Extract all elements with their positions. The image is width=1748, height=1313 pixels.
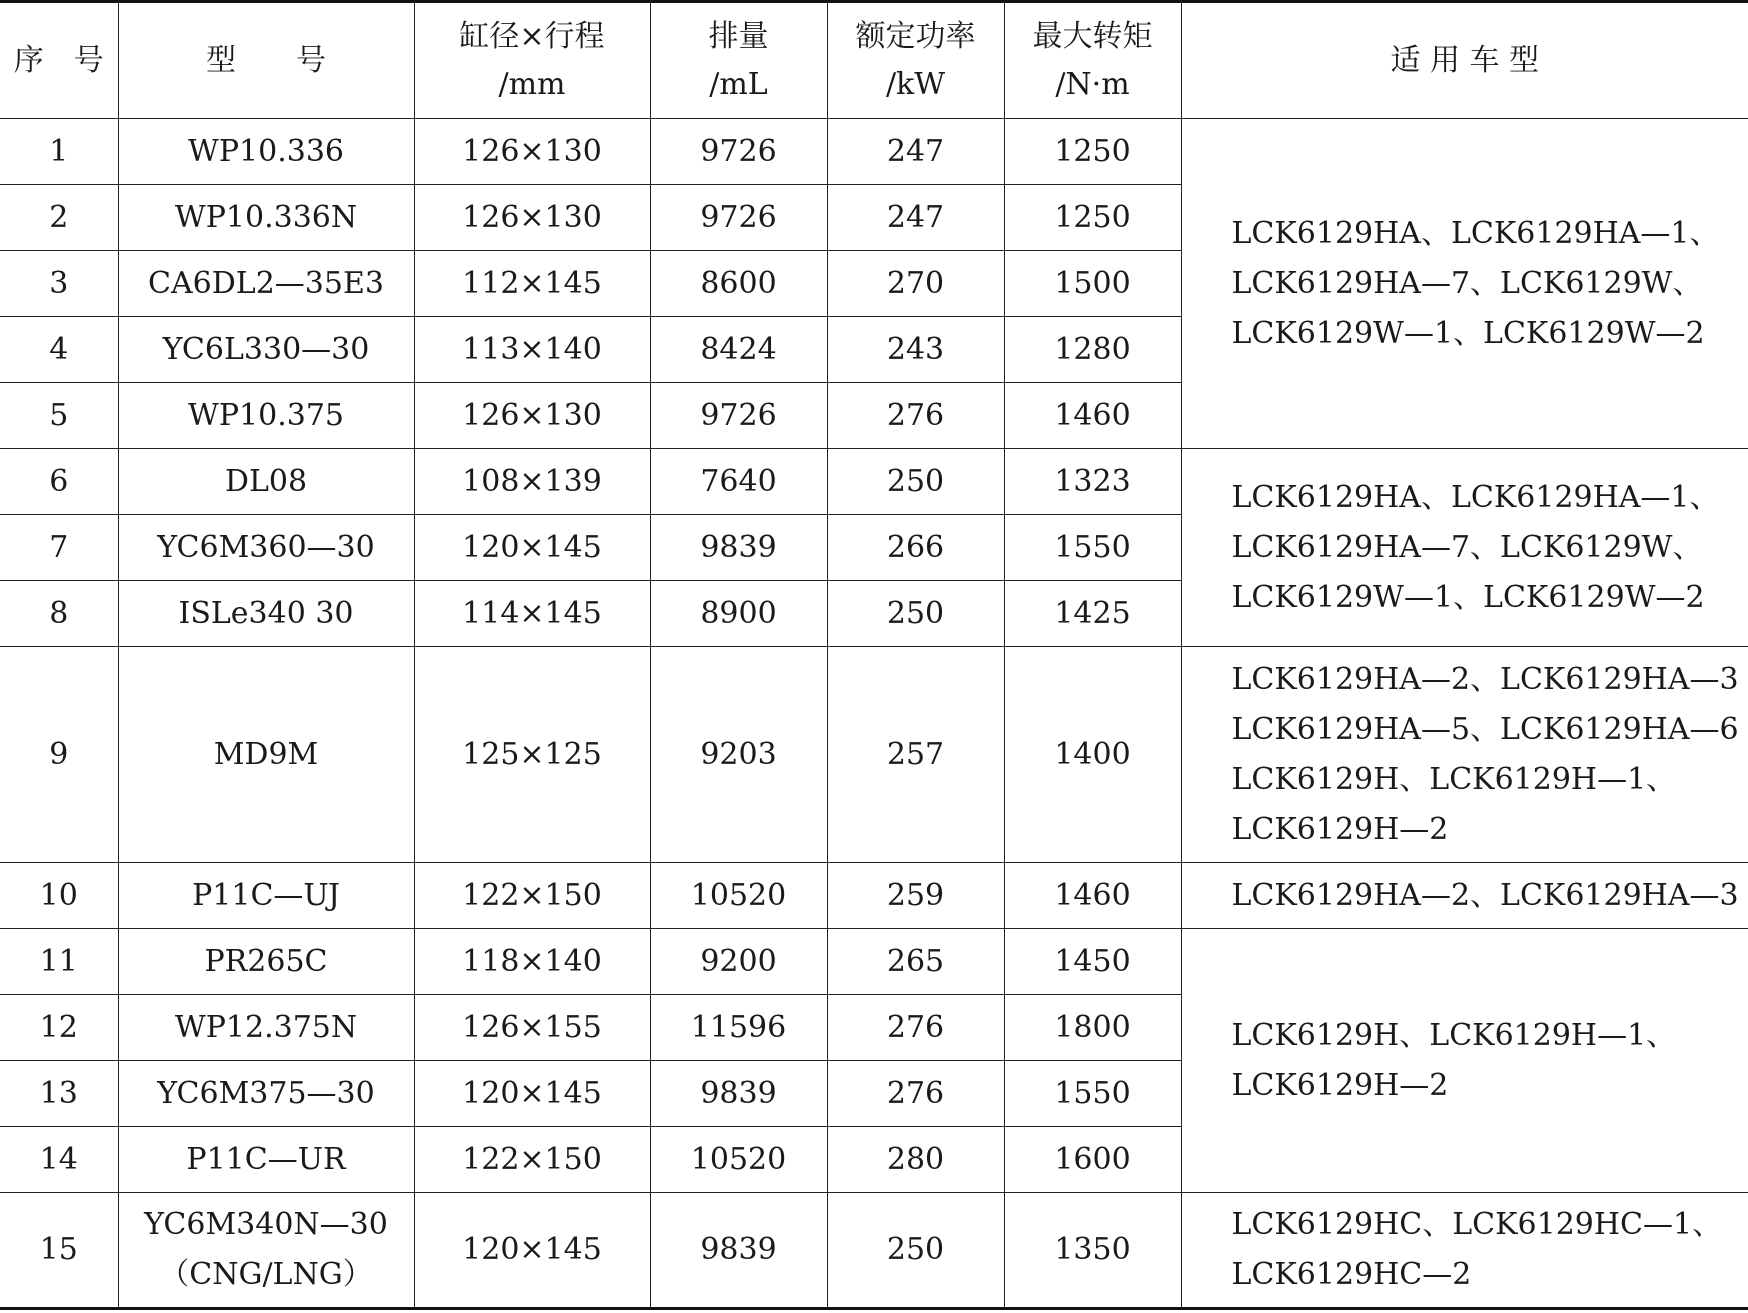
cell-index: 3 [0,251,118,317]
cell-vehicles [1181,647,1748,863]
vehicle-line: LCK6129HA、LCK6129HA—1、 [1231,215,1720,251]
cell-index: 4 [0,317,118,383]
cell-rated-power: 265 [827,929,1004,995]
cell-model: WP12.375N [118,995,414,1061]
cell-rated-power: 247 [827,119,1004,185]
cell-model-line: （CNG/LNG） [159,1257,373,1292]
vehicle-line: LCK6129W—1、LCK6129W—2 [1231,579,1705,615]
cell-model: P11C—UR [118,1127,414,1193]
cell-bore-stroke: 112×145 [414,251,650,317]
vehicle-line: LCK6129HC、LCK6129HC—1、 [1231,1207,1723,1242]
table-row [0,863,1748,929]
cell-displacement: 8600 [650,251,827,317]
cell-model-line: YC6M340N—30 [144,1207,388,1242]
header-model: 型 号 [118,2,414,119]
table-row [0,1193,1748,1309]
cell-model: YC6M360—30 [118,515,414,581]
cell-rated-power: 280 [827,1127,1004,1193]
cell-model: P11C—UJ [118,863,414,929]
header-row [0,2,1748,119]
cell-index: 15 [0,1193,118,1309]
table-row [0,449,1748,515]
cell-bore-stroke: 118×140 [414,929,650,995]
cell-model: YC6L330—30 [118,317,414,383]
header-rated-power: 额定功率 /kW [827,2,1004,119]
cell-index: 5 [0,383,118,449]
cell-bore-stroke: 126×130 [414,185,650,251]
cell-bore-stroke: 120×145 [414,515,650,581]
vehicle-line: LCK6129HA、LCK6129HA—1、 [1231,479,1720,515]
cell-max-torque: 1250 [1004,119,1181,185]
vehicle-line: LCK6129HA—5、LCK6129HA—6 [1231,711,1739,747]
cell-max-torque: 1400 [1004,647,1181,863]
cell-index: 14 [0,1127,118,1193]
cell-max-torque: 1460 [1004,383,1181,449]
cell-bore-stroke: 108×139 [414,449,650,515]
cell-max-torque: 1425 [1004,581,1181,647]
cell-vehicles [1181,863,1748,929]
cell-bore-stroke: 114×145 [414,581,650,647]
cell-index: 8 [0,581,118,647]
cell-displacement: 9839 [650,1193,827,1309]
cell-max-torque: 1323 [1004,449,1181,515]
cell-rated-power: 250 [827,581,1004,647]
cell-displacement: 7640 [650,449,827,515]
cell-rated-power: 276 [827,995,1004,1061]
cell-bore-stroke: 120×145 [414,1193,650,1309]
cell-model: WP10.336 [118,119,414,185]
cell-max-torque: 1550 [1004,1061,1181,1127]
cell-index: 10 [0,863,118,929]
vehicle-line: LCK6129H—2 [1231,811,1449,847]
cell-vehicles [1181,449,1748,647]
vehicle-line: LCK6129H、LCK6129H—1、 [1231,761,1677,797]
cell-rated-power: 257 [827,647,1004,863]
cell-displacement: 8900 [650,581,827,647]
cell-rated-power: 270 [827,251,1004,317]
cell-index: 2 [0,185,118,251]
cell-bore-stroke: 126×130 [414,383,650,449]
cell-model: CA6DL2—35E3 [118,251,414,317]
cell-displacement: 10520 [650,1127,827,1193]
cell-bore-stroke: 122×150 [414,863,650,929]
cell-rated-power: 250 [827,1193,1004,1309]
table-header [0,2,1748,119]
cell-max-torque: 1350 [1004,1193,1181,1309]
cell-max-torque: 1250 [1004,185,1181,251]
cell-model: YC6M375—30 [118,1061,414,1127]
cell-index: 1 [0,119,118,185]
header-displacement: 排量 /mL [650,2,827,119]
cell-index: 13 [0,1061,118,1127]
cell-vehicles [1181,929,1748,1193]
cell-bore-stroke: 125×125 [414,647,650,863]
cell-displacement: 9839 [650,1061,827,1127]
cell-model: DL08 [118,449,414,515]
table-body [0,119,1748,1309]
vehicle-line: LCK6129HA—7、LCK6129W、 [1231,529,1703,565]
cell-model: WP10.375 [118,383,414,449]
cell-bore-stroke: 122×150 [414,1127,650,1193]
cell-bore-stroke: 120×145 [414,1061,650,1127]
cell-displacement: 10520 [650,863,827,929]
header-index: 序 号 [0,2,118,119]
cell-rated-power: 266 [827,515,1004,581]
cell-displacement: 11596 [650,995,827,1061]
cell-max-torque: 1280 [1004,317,1181,383]
cell-rated-power: 250 [827,449,1004,515]
vehicle-line: LCK6129H、LCK6129H—1、 [1231,1017,1677,1053]
cell-index: 12 [0,995,118,1061]
cell-bore-stroke: 126×155 [414,995,650,1061]
vehicle-line: LCK6129HA—2、LCK6129HA—3 [1231,877,1739,913]
cell-max-torque: 1600 [1004,1127,1181,1193]
cell-rated-power: 243 [827,317,1004,383]
vehicle-line: LCK6129HA—2、LCK6129HA—3 [1231,661,1739,697]
vehicle-line: LCK6129H—2 [1231,1067,1449,1103]
table-row [0,929,1748,995]
cell-rated-power: 247 [827,185,1004,251]
cell-bore-stroke: 113×140 [414,317,650,383]
cell-index: 9 [0,647,118,863]
cell-model [118,1193,414,1309]
header-max-torque: 最大转矩 /N·m [1004,2,1181,119]
cell-index: 6 [0,449,118,515]
cell-displacement: 9200 [650,929,827,995]
header-vehicles: 适 用 车 型 [1181,2,1748,119]
cell-bore-stroke: 126×130 [414,119,650,185]
vehicle-line: LCK6129W—1、LCK6129W—2 [1231,315,1705,351]
cell-displacement: 9726 [650,185,827,251]
header-bore-stroke: 缸径×行程 /mm [414,2,650,119]
cell-index: 11 [0,929,118,995]
cell-max-torque: 1800 [1004,995,1181,1061]
cell-displacement: 9839 [650,515,827,581]
cell-vehicles [1181,119,1748,449]
cell-max-torque: 1450 [1004,929,1181,995]
vehicle-line: LCK6129HC—2 [1231,1257,1472,1292]
cell-displacement: 8424 [650,317,827,383]
cell-displacement: 9726 [650,383,827,449]
table-row [0,647,1748,863]
table-row [0,119,1748,185]
cell-rated-power: 276 [827,1061,1004,1127]
cell-model: MD9M [118,647,414,863]
cell-vehicles [1181,1193,1748,1309]
cell-model: PR265C [118,929,414,995]
cell-max-torque: 1550 [1004,515,1181,581]
cell-rated-power: 276 [827,383,1004,449]
vehicle-line: LCK6129HA—7、LCK6129W、 [1231,265,1703,301]
cell-model: WP10.336N [118,185,414,251]
cell-displacement: 9726 [650,119,827,185]
cell-displacement: 9203 [650,647,827,863]
cell-rated-power: 259 [827,863,1004,929]
cell-model: ISLe340 30 [118,581,414,647]
cell-index: 7 [0,515,118,581]
cell-max-torque: 1460 [1004,863,1181,929]
cell-max-torque: 1500 [1004,251,1181,317]
